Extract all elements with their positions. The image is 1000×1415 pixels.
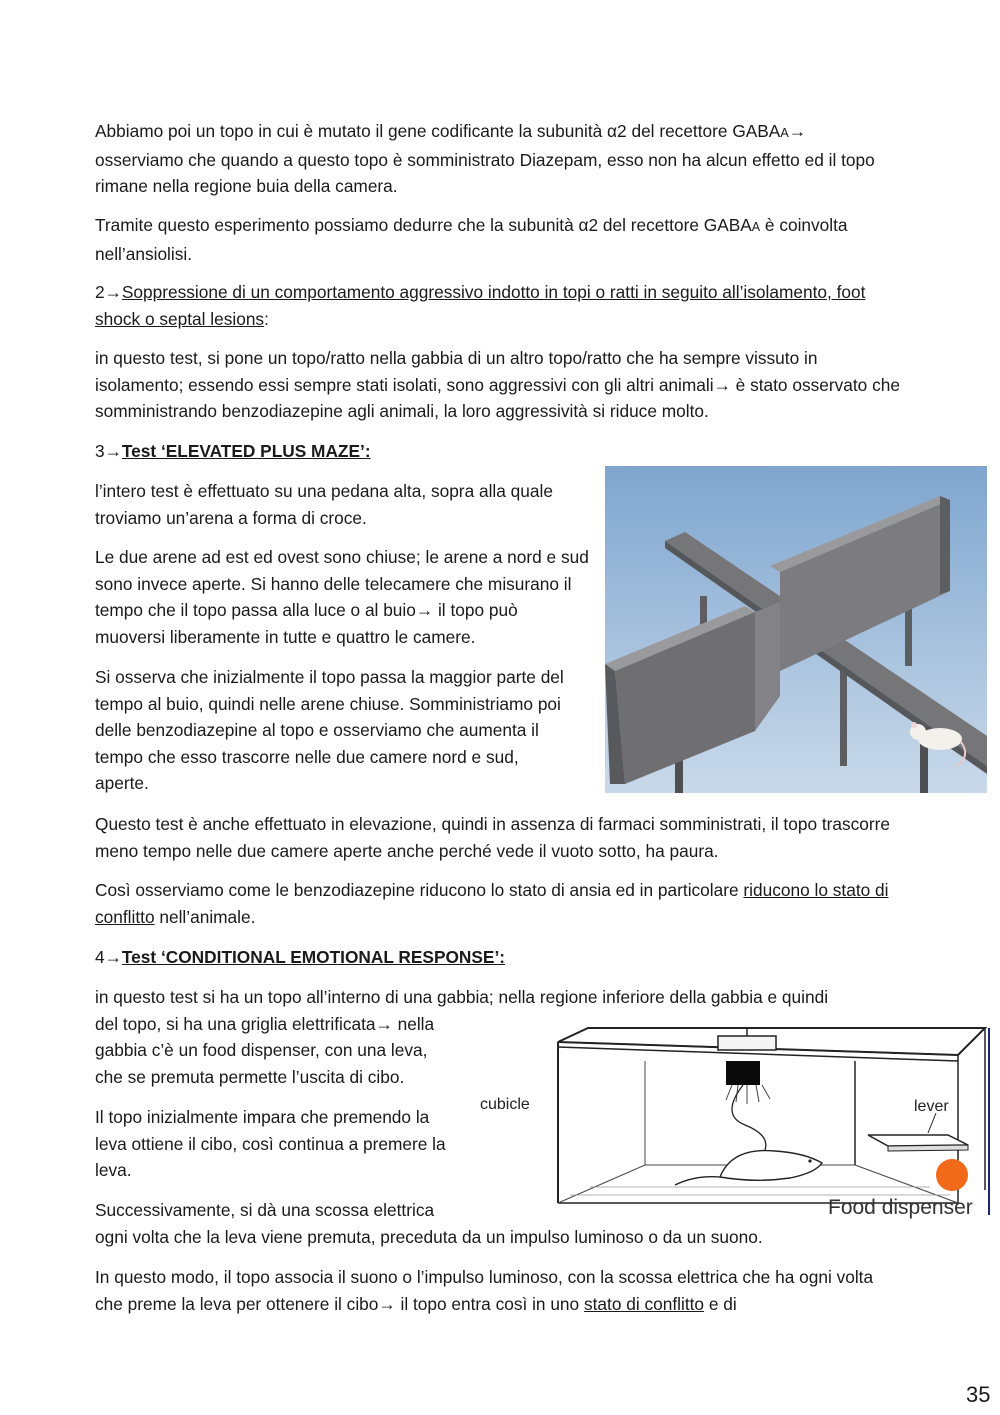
paragraph-maze-observation: Si osserva che inizialmente il topo passa la maggior parte del tempo al buio, quindi nelle arene chiuse. Somministriamo poi delle benzodiazepine al topo e osserviamo che aumenta il tempo che esso trascorre nelle due camere nord e sud, aperte. xyxy=(95,667,564,793)
section-heading-3: 3→Test ‘ELEVATED PLUS MAZE’: xyxy=(95,441,371,461)
paragraph-cage-setup: in questo test si ha un topo all’interno di una gabbia; nella regione inferiore della gabbia e quindi del topo, si ha una griglia elettrificata→ nella gabbia c’è un food dispenser, con una leva, che se premuta permette l’uscita di cibo. xyxy=(95,987,829,1087)
elevated-plus-maze-image xyxy=(605,466,987,793)
section-heading-4: 4→Test ‘CONDITIONAL EMOTIONAL RESPONSE’: xyxy=(95,947,506,967)
paragraph-maze-platform: l’intero test è effettuato su una pedana alta, sopra alla quale troviamo un’arena a forma di croce. xyxy=(95,481,553,528)
paragraph-maze-arenas: Le due arene ad est ed ovest sono chiuse; le arene a nord e sud sono invece aperte. Si hanno delle telecamere che misurano il tempo che il topo passa alla luce o al buio→ il topo può muoversi liberamente in tutte e quattro le camere. xyxy=(95,547,589,647)
cubicle-label: cubicle xyxy=(480,1096,530,1113)
section-heading-2: 2→Soppressione di un comportamento aggressivo indotto in topi o ratti in seguito all’isolamento, foot shock o septal lesions: xyxy=(95,282,866,329)
paragraph-gaba-mutation: Abbiamo poi un topo in cui è mutato il gene codificante la subunità α2 del recettore GABAA→ osserviamo che quando a questo topo è somministrato Diazepam, esso non ha alcun effetto ed il topo rimane nella regione buia della camera. xyxy=(95,121,875,196)
paragraph-electric-shock: Successivamente, si dà una scossa elettrica ogni volta che la leva viene premuta, preceduta da un impulso luminoso o da un suono. xyxy=(95,1200,763,1247)
paragraph-ansiolisi: Tramite questo esperimento possiamo dedurre che la subunità α2 del recettore GABAA è coinvolta nell’ansiolisi. xyxy=(95,215,848,264)
cage-diagram xyxy=(470,1025,996,1223)
paragraph-elevation: Questo test è anche effettuato in elevazione, quindi in assenza di farmaci somministrati, il topo trascorre meno tempo nelle due camere aperte anche perché vede il vuoto sotto, ha paura. xyxy=(95,814,891,861)
lever-label: lever xyxy=(914,1098,949,1115)
paragraph-conflict: Così osserviamo come le benzodiazepine riducono lo stato di ansia ed in particolare riducono lo stato di conflitto nell’animale. xyxy=(95,880,889,927)
paragraph-association: In questo modo, il topo associa il suono o l’impulso luminoso, con la scossa elettrica che ha ogni volta che preme la leva per ottenere il cibo→ il topo entra così in uno stato di conflitto e di xyxy=(95,1267,874,1314)
page-number: 35 xyxy=(966,1382,991,1407)
food-dispenser-label: Food dispenser xyxy=(828,1196,973,1219)
paragraph-aggression-test: in questo test, si pone un topo/ratto nella gabbia di un altro topo/ratto che ha sempre vissuto in isolamento; essendo essi sempre stati isolati, sono aggressivi con gli altri animali→ è stato osservato che somministrando benzodiazepine agli animali, la loro aggressività si riduce molto. xyxy=(95,348,900,421)
paragraph-lever-learning: Il topo inizialmente impara che premendo la leva ottiene il cibo, così continua a premere la leva. xyxy=(95,1107,446,1180)
